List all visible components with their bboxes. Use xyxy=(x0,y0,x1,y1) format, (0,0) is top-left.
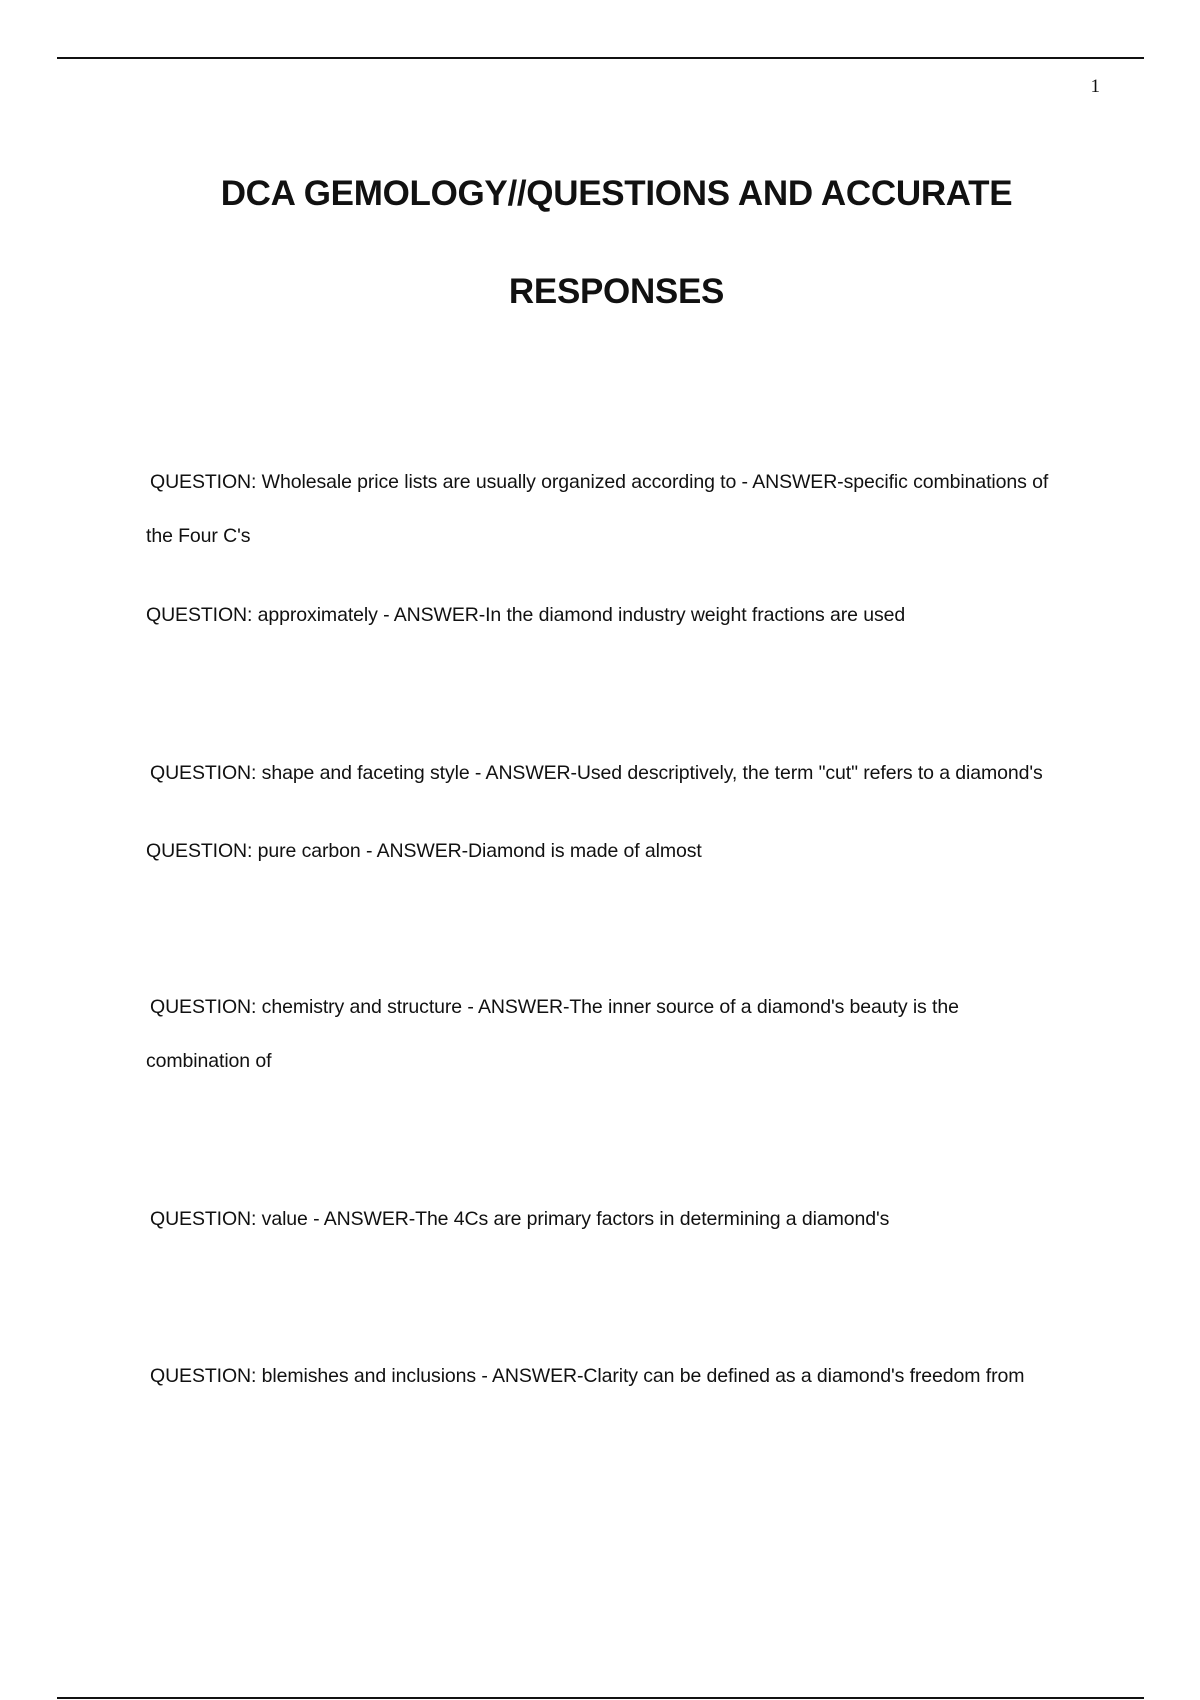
header-rule xyxy=(57,57,1144,59)
qa-item-4: QUESTION: pure carbon - ANSWER-Diamond is made of almost xyxy=(146,840,702,862)
page-number: 1 xyxy=(1090,76,1100,97)
qa-item-1-line-1: QUESTION: Wholesale price lists are usually organized according to - ANSWER-specific combinations of xyxy=(150,471,1049,493)
document-title-line-2: RESPONSES xyxy=(508,272,725,311)
footer-rule xyxy=(57,1697,1144,1699)
qa-item-2: QUESTION: approximately - ANSWER-In the diamond industry weight fractions are used xyxy=(146,604,906,626)
qa-item-3: QUESTION: shape and faceting style - ANSWER-Used descriptively, the term "cut" refers to a diamond's xyxy=(150,762,1043,784)
qa-item-6: QUESTION: value - ANSWER-The 4Cs are primary factors in determining a diamond's xyxy=(150,1208,890,1230)
document-title-line-1: DCA GEMOLOGY//QUESTIONS AND ACCURATE xyxy=(220,174,1013,213)
qa-item-1-line-2: the Four C's xyxy=(146,525,251,547)
qa-item-5-line-1: QUESTION: chemistry and structure - ANSWER-The inner source of a diamond's beauty is the xyxy=(150,996,959,1018)
qa-item-7: QUESTION: blemishes and inclusions - ANSWER-Clarity can be defined as a diamond's freedom from xyxy=(150,1365,1025,1387)
qa-item-5-line-2: combination of xyxy=(146,1050,272,1072)
